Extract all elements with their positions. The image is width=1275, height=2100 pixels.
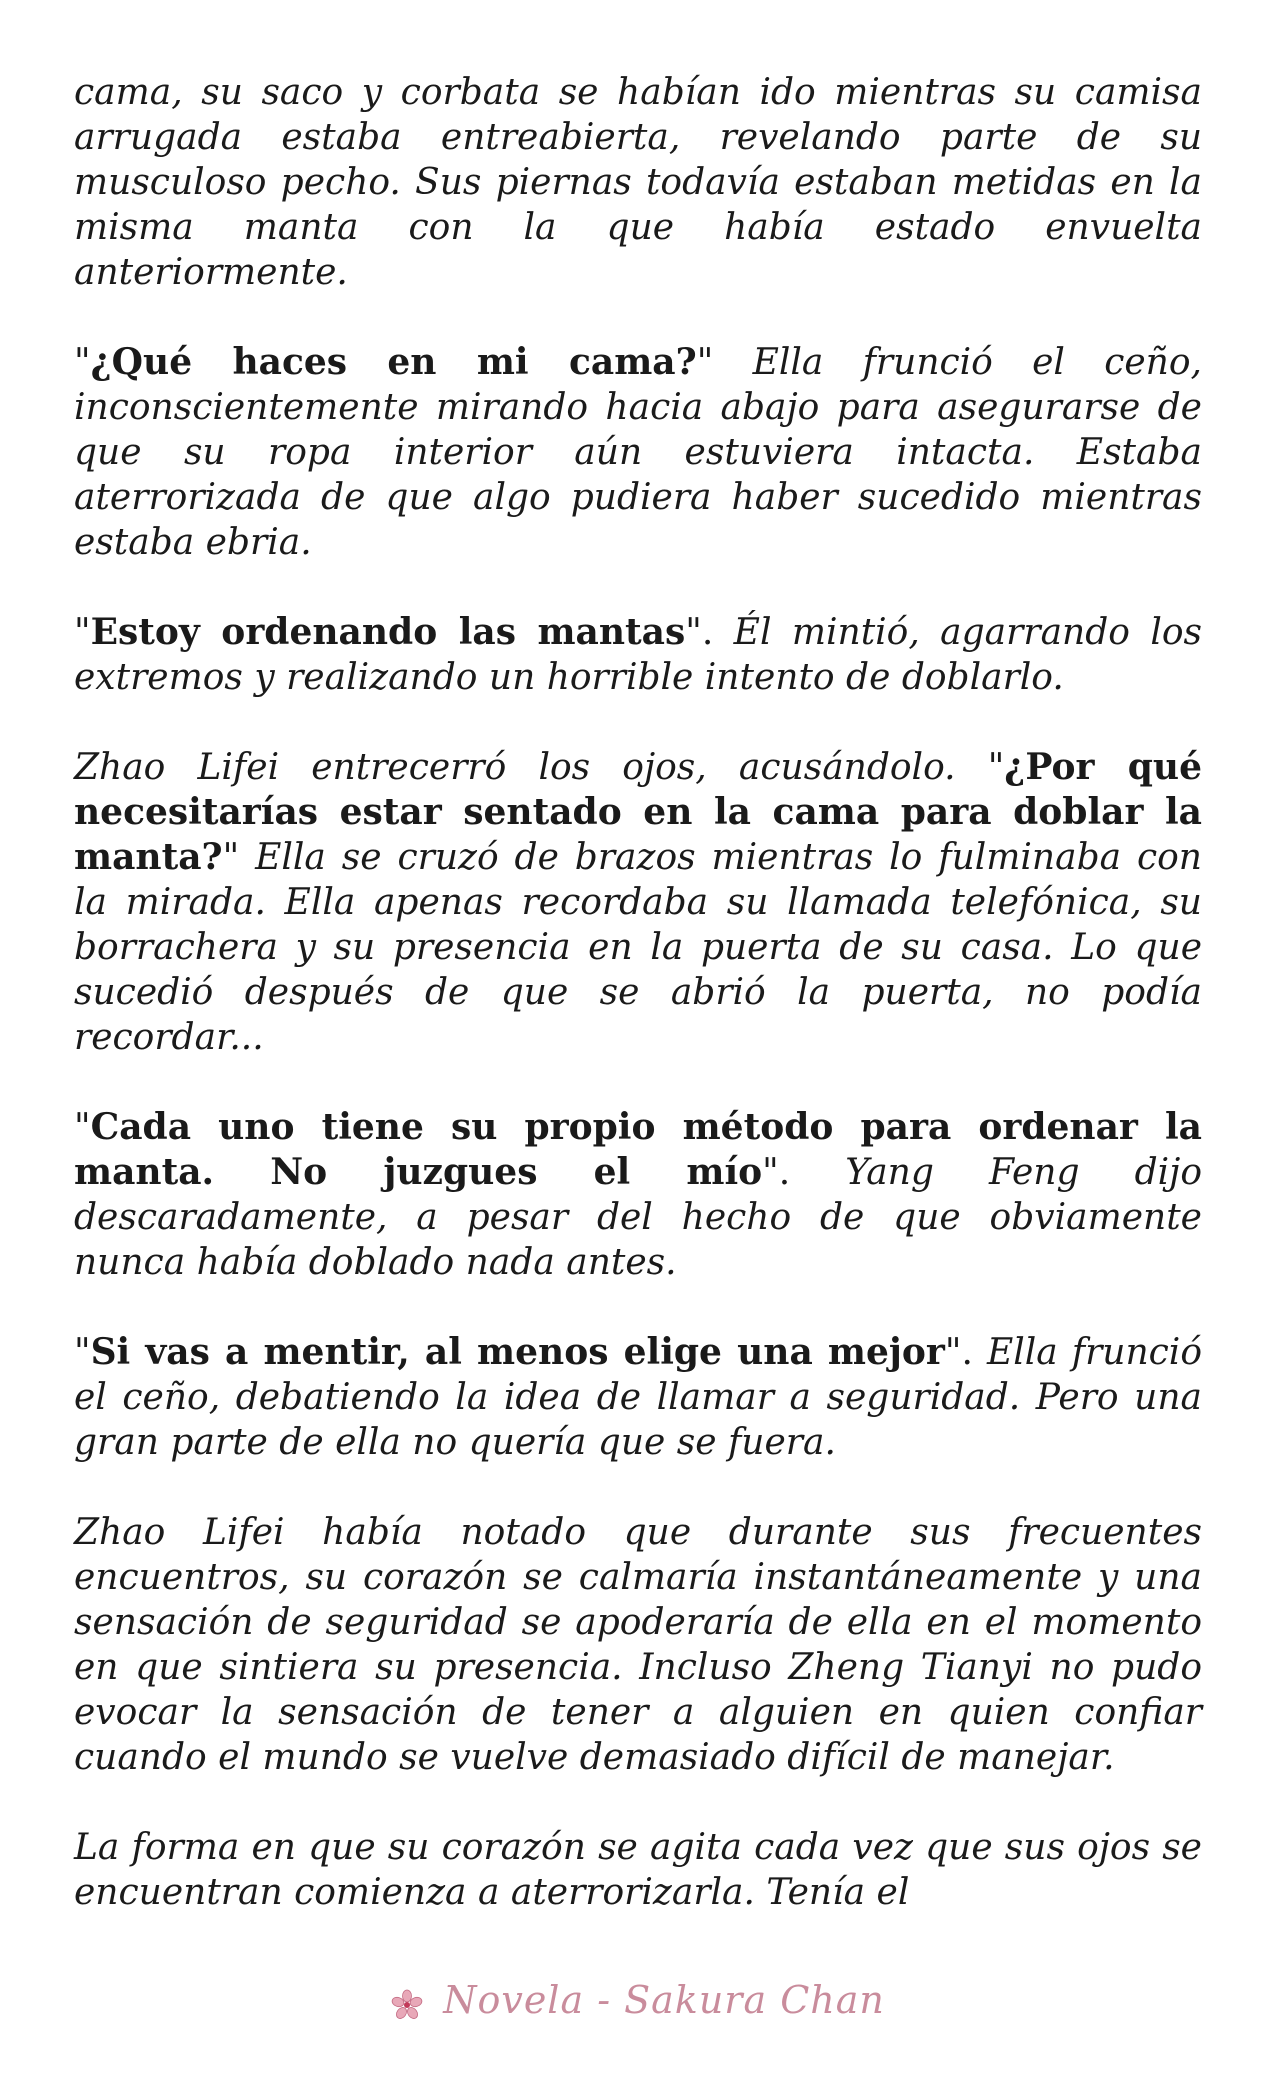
narration-text: Ella frunció el ceño, inconscientemente mirando hacia abajo para asegurarse de que su ropa interior aún estuviera intacta. Estaba aterrorizada de que algo pudiera haber sucedido mientras estaba ebria. [74, 342, 1202, 563]
sakura-flower-icon [390, 1987, 424, 2021]
paragraph [74, 745, 1202, 1060]
narration-text: Ella se cruzó de brazos mientras lo fulminaba con la mirada. Ella apenas recordaba su llamada telefónica, su borrachera y su presencia en la puerta de su casa. Lo que sucedió después de que se abrió la puerta, no podía recordar... [74, 837, 1202, 1058]
quote-mark: " [74, 612, 91, 653]
narration-text: La forma en que su corazón se agita cada vez que sus ojos se encuentran comienza a aterrorizarla. Tenía el [74, 1827, 1202, 1913]
quote-mark: ". [685, 612, 734, 653]
watermark [0, 1978, 1275, 2022]
narration-text: Zhao Lifei entrecerró los ojos, acusándolo. [74, 747, 988, 788]
paragraph [74, 1510, 1202, 1780]
narration-text: Él mintió, agarrando los extremos y realizando un horrible intento de doblarlo. [74, 612, 1202, 698]
watermark-text: Novela - Sakura Chan [443, 1978, 885, 2022]
paragraph [74, 610, 1202, 700]
narration-text: Zhao Lifei había notado que durante sus frecuentes encuentros, su corazón se calmaría instantáneamente y una sensación de seguridad se apoderaría de ella en el momento en que sintiera su presencia. Incluso Zheng Tianyi no pudo evocar la sensación de tener a alguien en quien confiar cuando el mundo se vuelve demasiado difícil de manejar. [74, 1512, 1202, 1778]
dialogue-text: ¿Qué haces en mi cama? [90, 341, 697, 383]
narration-text: Yang Feng dijo descaradamente, a pesar del hecho de que obviamente nunca había doblado nada antes. [74, 1152, 1202, 1283]
dialogue-text: ¿Por qué necesitarías estar sentado en la cama para doblar la manta? [74, 746, 1202, 878]
quote-mark: " [696, 342, 753, 383]
narration-text: cama, su saco y corbata se habían ido mientras su camisa arrugada estaba entreabierta, revelando parte de su musculoso pecho. Sus piernas todavía estaban metidas en la misma manta con la que había estado envuelta anteriormente. [74, 72, 1202, 293]
quote-mark: ". [762, 1152, 846, 1193]
paragraph [74, 1105, 1202, 1285]
paragraph [74, 70, 1202, 295]
quote-mark: " [74, 342, 91, 383]
quote-mark: " [74, 1332, 91, 1373]
paragraph [74, 1825, 1202, 1915]
quote-mark: " [987, 747, 1005, 788]
paragraph [74, 340, 1202, 565]
paragraph [74, 1330, 1202, 1465]
document-body [74, 70, 1202, 1915]
quote-mark: " [222, 837, 256, 878]
dialogue-text: Si vas a mentir, al menos elige una mejor [90, 1331, 945, 1373]
quote-mark: " [74, 1107, 91, 1148]
dialogue-text: Estoy ordenando las mantas [90, 611, 686, 653]
quote-mark: ". [944, 1332, 987, 1373]
dialogue-text: Cada uno tiene su propio método para ordenar la manta. No juzgues el mío [74, 1106, 1202, 1193]
narration-text: Ella frunció el ceño, debatiendo la idea de llamar a seguridad. Pero una gran parte de ella no quería que se fuera. [74, 1332, 1202, 1463]
